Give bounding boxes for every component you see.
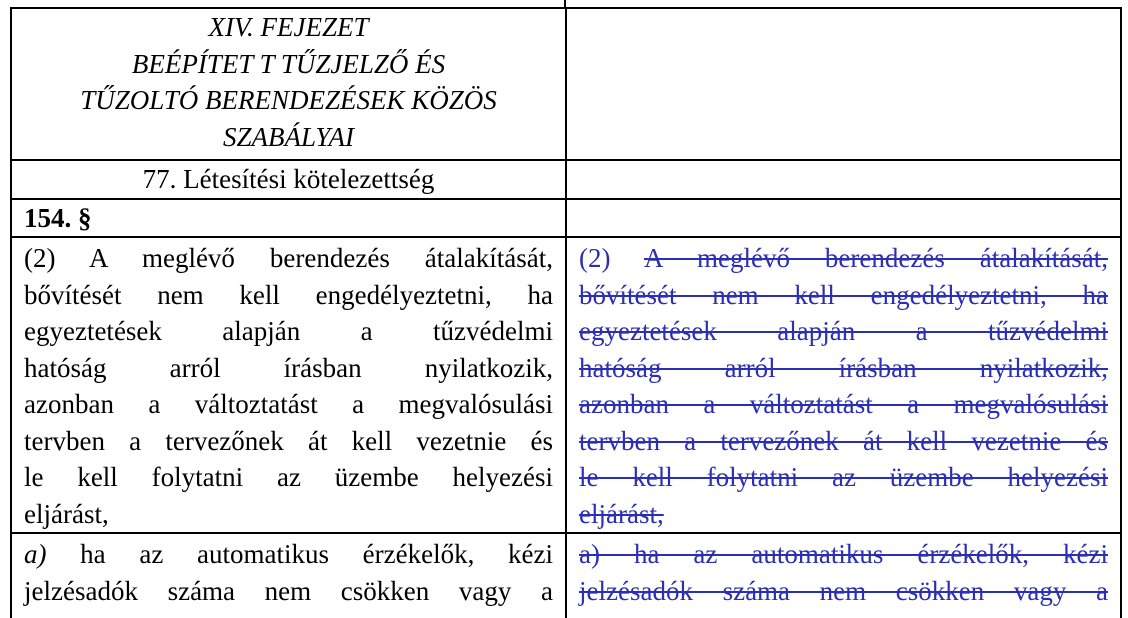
deleted-text-line: egyeztetések alapján a tűzvédelmi xyxy=(579,316,1108,346)
deleted-text-line: hatóság arról írásban nyilatkozik, xyxy=(579,352,1108,383)
chapter-line: SZABÁLYAI xyxy=(222,121,355,152)
text-line: (2) A meglévő berendezés átalakítását, xyxy=(24,243,553,273)
deleted-text: A meglévő berendezés átalakítását, xyxy=(643,243,1108,273)
deleted-text-line: azonban a változtatást a megvalósulási xyxy=(579,389,1108,419)
deleted-text-line: a) ha az automatikus érzékelők, kézi xyxy=(579,539,1108,569)
subsection-2-amended-text xyxy=(566,237,1121,533)
chapter-right-cell xyxy=(566,8,1121,160)
deleted-text-line: eljárást, xyxy=(579,498,664,529)
comparison-table xyxy=(10,7,1122,618)
point-a-original-text xyxy=(11,533,566,618)
paragraph-number-right-cell xyxy=(566,199,1121,238)
paragraph-number-row xyxy=(11,199,1121,238)
point-marker: a) xyxy=(24,539,47,569)
text-line: le kell folytatni az üzembe helyezési xyxy=(24,462,553,492)
text-line xyxy=(579,240,1108,277)
chapter-line: TŰZOLTÓ BERENDEZÉSEK KÖZÖS xyxy=(80,85,497,115)
point-a-row xyxy=(11,533,1121,618)
deleted-text-line: bővítését nem kell engedélyeztetni, ha xyxy=(579,279,1108,310)
section-right-cell xyxy=(566,160,1121,199)
section-title: 77. Létesítési kötelezettség xyxy=(11,160,566,199)
text-line: egyeztetések alapján a tűzvédelmi xyxy=(24,316,553,346)
text-line: azonban a változtatást a megvalósulási xyxy=(24,389,553,419)
text-line: eljárást, xyxy=(24,498,109,529)
text-line: hatóság arról írásban nyilatkozik, xyxy=(24,352,553,383)
section-row xyxy=(11,160,1121,199)
subsection-2-original-text xyxy=(11,237,566,533)
text-fragment: ha az automatikus érzékelők, kézi xyxy=(46,539,553,569)
deleted-text-line: le kell folytatni az üzembe helyezési xyxy=(579,462,1108,492)
text-line xyxy=(24,536,553,573)
chapter-row xyxy=(11,8,1121,160)
chapter-heading xyxy=(11,8,566,160)
chapter-line: XIV. FEJEZET xyxy=(208,12,369,42)
text-line: bővítését nem kell engedélyeztetni, ha xyxy=(24,279,553,310)
point-a-amended-text xyxy=(566,533,1121,618)
deleted-text-line: jelzésadók száma nem csökken vagy a xyxy=(579,575,1108,606)
paragraph-number: 154. § xyxy=(11,199,566,238)
text-line: jelzésadók száma nem csökken vagy a xyxy=(24,575,553,606)
deleted-text-line: tervben a tervezőnek át kell vezetnie és xyxy=(579,425,1108,456)
subsection-marker: (2) xyxy=(579,243,644,273)
chapter-line: BEÉPÍTET T TŰZJELZŐ ÉS xyxy=(131,48,446,79)
text-line: tervben a tervezőnek át kell vezetnie és xyxy=(24,425,553,456)
subsection-2-row xyxy=(11,237,1121,533)
